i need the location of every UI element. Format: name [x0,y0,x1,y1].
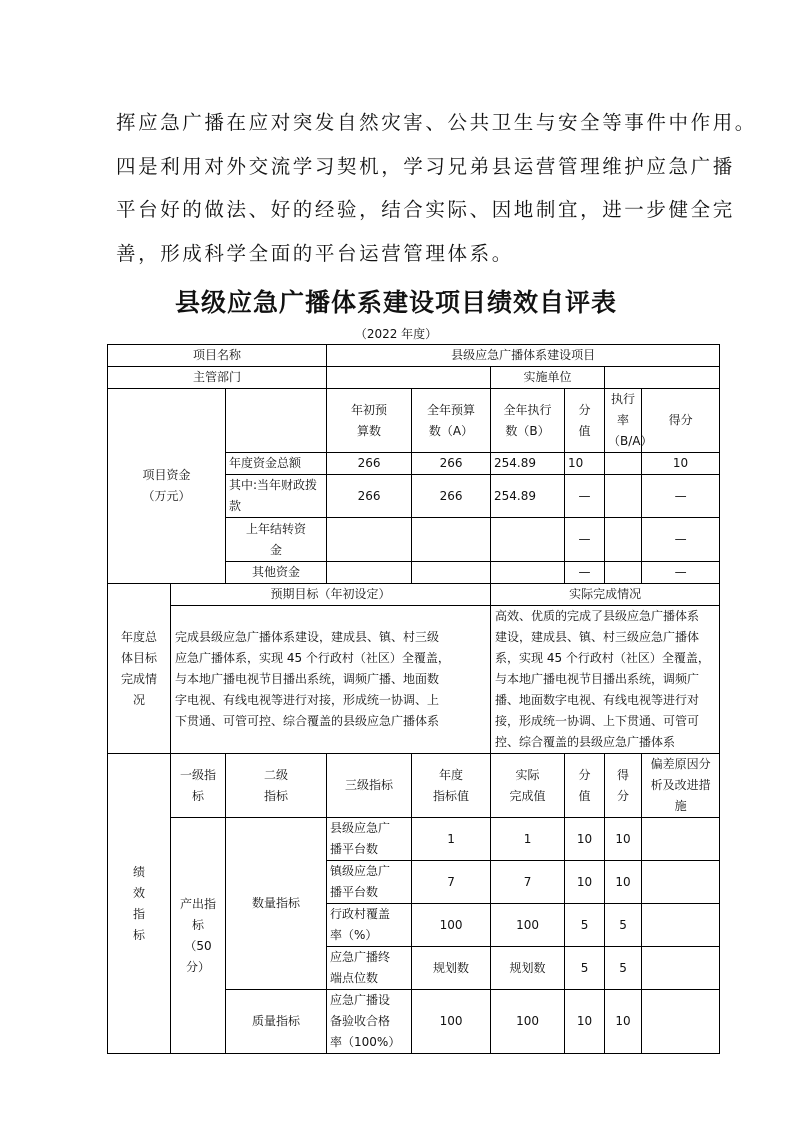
project-name-value: 县级应急广播体系建设项目 [327,345,720,367]
level2-quantity: 数量指标 [226,818,327,990]
indicator-deviation [642,947,720,990]
performance-table [107,344,720,1054]
indicator-name: 行政村覆盖 率（%） [327,904,412,947]
indicator-value: 10 [565,818,605,861]
fund-exec: 254.89 [491,475,565,518]
performance-label: 绩 效 指 标 [108,754,171,1054]
fund-exec: 254.89 [491,453,565,475]
fund-initial: 266 [327,453,412,475]
indicator-deviation [642,990,720,1054]
indicator-target: 7 [412,861,491,904]
impl-unit-label: 实施单位 [491,367,605,389]
indicator-deviation [642,861,720,904]
year-label: （2022 年度） [354,327,438,341]
fund-value: 10 [565,453,605,475]
fund-value: — [565,475,605,518]
header-level1: 一级指 标 [171,754,226,818]
fund-score: — [642,475,720,518]
header-score: 得分 [642,389,720,453]
indicator-name: 镇级应急广 播平台数 [327,861,412,904]
goals-label: 年度总 体目标 完成情 况 [108,584,171,754]
fund-initial [327,518,412,562]
header-actual: 实际 完成值 [491,754,565,818]
actual-goal-header: 实际完成情况 [491,584,720,606]
indicator-name: 应急广播设 备验收合格 率（100%） [327,990,412,1054]
level2-quality: 质量指标 [226,990,327,1054]
table-row [108,367,720,389]
header-exec-rate: 执行率 （B/A） [605,389,642,453]
indicator-target: 1 [412,818,491,861]
header-initial-budget: 年初预 算数 [327,389,412,453]
fund-row-name: 年度资金总额 [226,453,327,475]
fund-rate [605,518,642,562]
fund-initial [327,562,412,584]
indicator-score: 5 [605,904,642,947]
table-row [108,754,720,818]
table-row [108,345,720,367]
indicator-score: 10 [605,818,642,861]
fund-row-name: 上年结转资 金 [226,518,327,562]
indicator-value: 5 [565,947,605,990]
level1-output: 产出指 标 （50 分） [171,818,226,1054]
table-title: 县级应急广播体系建设项目绩效自评表 [174,288,617,317]
fund-exec [491,562,565,584]
dept-value [327,367,491,389]
header-level3: 三级指标 [327,754,412,818]
header-score-value: 分 值 [565,389,605,453]
table-row [108,818,720,861]
indicator-name: 县级应急广 播平台数 [327,818,412,861]
fund-score: — [642,518,720,562]
indicator-actual: 规划数 [491,947,565,990]
actual-goal-text: 高效、优质的完成了县级应急广播体系 建设，建成县、镇、村三级应急广播体 系，实现 45 个行政村（社区）全覆盖， 与本地广播电视节目播出系统，调频广 播、地面数字电视、有线电视等进行对 接，形成统一协调、上下贯通、可管可 控、综合覆盖的县级应急广播体系 [491,606,720,754]
indicator-score: 10 [605,861,642,904]
fund-score: 10 [642,453,720,475]
paragraph-line: 平台好的做法、好的经验，结合实际、因地制宜，进一步健全完 [116,198,735,221]
indicator-actual: 1 [491,818,565,861]
fund-value: — [565,562,605,584]
funds-label: 项目资金 （万元） [108,389,226,584]
indicator-score: 5 [605,947,642,990]
fund-annual [412,518,491,562]
indicator-actual: 100 [491,904,565,947]
indicator-target: 规划数 [412,947,491,990]
indicator-value: 10 [565,861,605,904]
header-annual-target: 年度 指标值 [412,754,491,818]
dept-label: 主管部门 [108,367,327,389]
indicator-value: 5 [565,904,605,947]
fund-rate [605,475,642,518]
fund-exec [491,518,565,562]
header-level2: 二级 指标 [226,754,327,818]
fund-rate [605,562,642,584]
fund-value: — [565,518,605,562]
header-deviation: 偏差原因分 析及改进措 施 [642,754,720,818]
fund-initial: 266 [327,475,412,518]
project-name-label: 项目名称 [108,345,327,367]
indicator-score: 10 [605,990,642,1054]
indicator-deviation [642,904,720,947]
fund-row-name: 其中:当年财政拨款 [226,475,327,518]
fund-row-name: 其他资金 [226,562,327,584]
table-row [108,606,720,754]
fund-score: — [642,562,720,584]
header-score: 得 分 [605,754,642,818]
impl-unit-value [605,367,720,389]
indicator-name: 应急广播终 端点位数 [327,947,412,990]
expected-goal-text: 完成县级应急广播体系建设，建成县、镇、村三级 应急广播体系，实现 45 个行政村（社区）全覆盖， 与本地广播电视节目播出系统，调频广播、地面数 字电视、有线电视等进行对接，形成统一协调、上 下贯通、可管可控、综合覆盖的县级应急广播体系 [171,606,491,754]
header-annual-exec: 全年执行 数（B） [491,389,565,453]
indicator-target: 100 [412,904,491,947]
fund-annual [412,562,491,584]
indicator-deviation [642,818,720,861]
indicator-target: 100 [412,990,491,1054]
paragraph-line: 善，形成科学全面的平台运营管理体系。 [116,241,514,265]
table-row [108,584,720,606]
table-row [108,389,720,453]
funds-header-blank [226,389,327,453]
paragraph-line: 挥应急广播在应对突发自然灾害、公共卫生与安全等事件中作用。 [116,111,757,134]
expected-goal-header: 预期目标（年初设定） [171,584,491,606]
fund-annual: 266 [412,453,491,475]
fund-rate [605,453,642,475]
header-annual-budget: 全年预算 数（A） [412,389,491,453]
indicator-value: 10 [565,990,605,1054]
indicator-actual: 7 [491,861,565,904]
body-paragraph [116,101,757,275]
fund-annual: 266 [412,475,491,518]
indicator-actual: 100 [491,990,565,1054]
header-score-value: 分 值 [565,754,605,818]
paragraph-line: 四是利用对外交流学习契机，学习兄弟县运营管理维护应急广播 [116,154,735,178]
